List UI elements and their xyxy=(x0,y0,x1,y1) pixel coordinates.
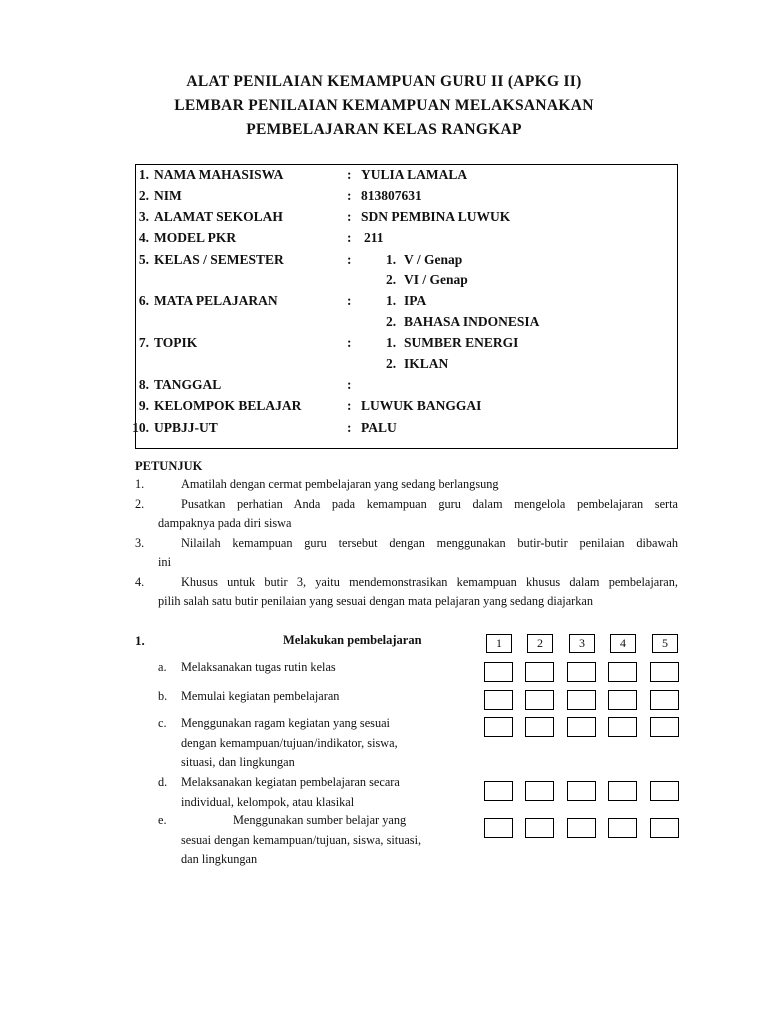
instructions-title: PETUNJUK xyxy=(135,459,203,473)
score-checkbox-c-2[interactable] xyxy=(525,717,554,737)
score-header-4: 4 xyxy=(610,634,636,653)
subvalue-text: V / Genap xyxy=(404,252,463,267)
instruction-text-continued: dampaknya pada diri siswa xyxy=(158,516,292,530)
score-header-5: 5 xyxy=(652,634,678,653)
score-checkbox-d-1[interactable] xyxy=(484,781,513,801)
form-row-label: NAMA MAHASISWA xyxy=(154,167,284,182)
score-checkbox-e-1[interactable] xyxy=(484,818,513,838)
form-row-number: 8. xyxy=(138,377,149,392)
form-row-label: KELOMPOK BELAJAR xyxy=(154,398,302,413)
score-checkbox-a-2[interactable] xyxy=(525,662,554,682)
score-header-2: 2 xyxy=(527,634,553,653)
instruction-text-continued: ini xyxy=(158,555,171,569)
form-row-number: 4. xyxy=(138,230,149,245)
form-row-number: 5. xyxy=(138,252,149,267)
item-text: Melaksanakan kegiatan pembelajaran secara xyxy=(181,775,400,789)
section-number: 1. xyxy=(135,633,145,648)
form-row-value: LUWUK BANGGAI xyxy=(361,398,482,413)
score-checkbox-e-4[interactable] xyxy=(608,818,637,838)
instruction-number: 3. xyxy=(135,536,145,550)
score-checkbox-d-4[interactable] xyxy=(608,781,637,801)
score-checkbox-c-5[interactable] xyxy=(650,717,679,737)
form-row-label: UPBJJ-UT xyxy=(154,420,218,435)
score-checkbox-b-5[interactable] xyxy=(650,690,679,710)
section-title: Melakukan pembelajaran xyxy=(283,633,422,647)
score-checkbox-d-2[interactable] xyxy=(525,781,554,801)
score-checkbox-a-5[interactable] xyxy=(650,662,679,682)
document-title-line-3: PEMBELAJARAN KELAS RANGKAP xyxy=(246,121,522,138)
subvalue-text: IKLAN xyxy=(404,356,449,371)
form-row-label: MODEL PKR xyxy=(154,230,237,245)
item-letter: c. xyxy=(158,716,167,730)
form-row-value: 813807631 xyxy=(361,188,422,203)
item-letter: d. xyxy=(158,775,168,789)
subvalue-text: SUMBER ENERGI xyxy=(404,335,519,350)
form-row-colon: : xyxy=(347,398,352,413)
instruction-text: Amatilah dengan cermat pembelajaran yang sedang berlangsung xyxy=(181,477,499,491)
form-row-number: 3. xyxy=(138,209,149,224)
form-row-number: 7. xyxy=(138,335,149,350)
subvalue-text: IPA xyxy=(404,293,427,308)
form-row-colon: : xyxy=(347,377,352,392)
form-row-label: KELAS / SEMESTER xyxy=(154,252,284,267)
subvalue-number: 1. xyxy=(386,252,397,267)
instruction-text-continued: pilih salah satu butir penilaian yang sesuai dengan mata pelajaran yang sedang diajarkan xyxy=(158,594,594,608)
item-text-continued: dan lingkungan xyxy=(181,852,258,866)
score-header-3: 3 xyxy=(569,634,595,653)
subvalue-number: 1. xyxy=(386,293,397,308)
score-checkbox-d-3[interactable] xyxy=(567,781,596,801)
score-checkbox-c-4[interactable] xyxy=(608,717,637,737)
subvalue-text: BAHASA INDONESIA xyxy=(404,314,540,329)
score-checkbox-b-4[interactable] xyxy=(608,690,637,710)
form-row-label: TANGGAL xyxy=(154,377,222,392)
score-checkbox-a-4[interactable] xyxy=(608,662,637,682)
form-row-value: 211 xyxy=(364,230,384,245)
score-checkbox-a-3[interactable] xyxy=(567,662,596,682)
instruction-text: Khusus untuk butir 3, yaitu mendemonstrasikan kemampuan khusus dalam pembelajaran, xyxy=(181,575,678,589)
subvalue-number: 2. xyxy=(386,314,397,329)
form-row-label: TOPIK xyxy=(154,335,198,350)
item-text: Memulai kegiatan pembelajaran xyxy=(181,689,340,703)
form-row-number: 2. xyxy=(138,188,149,203)
form-row-colon: : xyxy=(347,420,352,435)
document-title-line-2: LEMBAR PENILAIAN KEMAMPUAN MELAKSANAKAN xyxy=(174,97,594,114)
score-checkbox-a-1[interactable] xyxy=(484,662,513,682)
instruction-number: 1. xyxy=(135,477,145,491)
item-text-continued: situasi, dan lingkungan xyxy=(181,755,295,769)
score-checkbox-b-3[interactable] xyxy=(567,690,596,710)
item-text-continued: sesuai dengan kemampuan/tujuan, siswa, situasi, xyxy=(181,833,422,847)
form-row-colon: : xyxy=(347,209,352,224)
form-row-number: 1. xyxy=(138,167,149,182)
form-row-colon: : xyxy=(347,230,352,245)
instruction-number: 2. xyxy=(135,497,145,511)
document-title-line-1: ALAT PENILAIAN KEMAMPUAN GURU II (APKG II) xyxy=(186,73,582,90)
score-checkbox-d-5[interactable] xyxy=(650,781,679,801)
instruction-number: 4. xyxy=(135,575,145,589)
item-letter: a. xyxy=(158,660,167,674)
subvalue-number: 2. xyxy=(386,356,397,371)
item-letter: e. xyxy=(158,813,167,827)
score-checkbox-e-3[interactable] xyxy=(567,818,596,838)
item-text: Menggunakan sumber belajar yang xyxy=(233,813,407,827)
score-checkbox-e-2[interactable] xyxy=(525,818,554,838)
score-checkbox-b-1[interactable] xyxy=(484,690,513,710)
item-text: Melaksanakan tugas rutin kelas xyxy=(181,660,336,674)
form-row-value: YULIA LAMALA xyxy=(361,167,468,182)
subvalue-text: VI / Genap xyxy=(404,272,468,287)
form-row-number: 6. xyxy=(138,293,149,308)
form-row-label: ALAMAT SEKOLAH xyxy=(154,209,283,224)
item-text-continued: dengan kemampuan/tujuan/indikator, siswa, xyxy=(181,736,398,750)
form-row-colon: : xyxy=(347,252,352,267)
form-row-colon: : xyxy=(347,188,352,203)
score-checkbox-c-3[interactable] xyxy=(567,717,596,737)
form-row-value: PALU xyxy=(361,420,397,435)
form-row-number: 9. xyxy=(138,398,149,413)
form-row-value: SDN PEMBINA LUWUK xyxy=(361,209,511,224)
instruction-text: Pusatkan perhatian Anda pada kemampuan guru dalam mengelola pembelajaran serta xyxy=(181,497,678,511)
form-row-colon: : xyxy=(347,293,352,308)
instruction-text: Nilailah kemampuan guru tersebut dengan menggunakan butir-butir penilaian dibawah xyxy=(181,536,678,550)
item-text: Menggunakan ragam kegiatan yang sesuai xyxy=(181,716,390,730)
form-row-number: 10. xyxy=(132,420,149,435)
score-header-1: 1 xyxy=(486,634,512,653)
score-checkbox-b-2[interactable] xyxy=(525,690,554,710)
subvalue-number: 2. xyxy=(386,272,397,287)
item-letter: b. xyxy=(158,689,168,703)
form-row-label: MATA PELAJARAN xyxy=(154,293,278,308)
subvalue-number: 1. xyxy=(386,335,397,350)
form-row-colon: : xyxy=(347,335,352,350)
item-text-continued: individual, kelompok, atau klasikal xyxy=(181,795,355,809)
form-row-colon: : xyxy=(347,167,352,182)
form-row-label: NIM xyxy=(154,188,182,203)
score-checkbox-c-1[interactable] xyxy=(484,717,513,737)
score-checkbox-e-5[interactable] xyxy=(650,818,679,838)
